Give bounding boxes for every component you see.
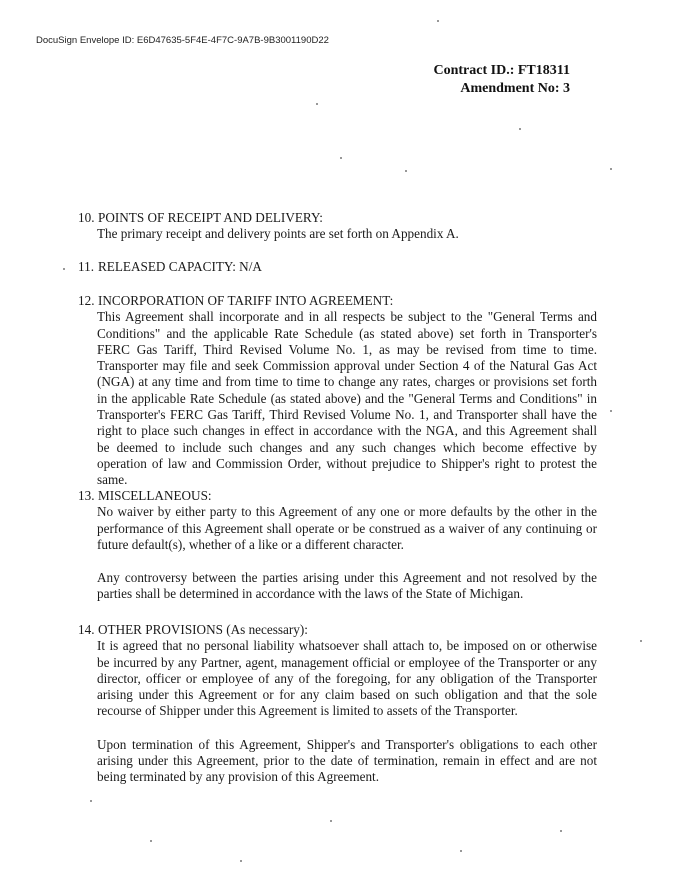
- scan-speck: [316, 103, 318, 105]
- contract-id: Contract ID.: FT18311: [433, 63, 570, 78]
- section-title: INCORPORATION OF TARIFF INTO AGREEMENT:: [98, 293, 394, 308]
- section-11: [78, 259, 598, 275]
- section-title: MISCELLANEOUS:: [98, 488, 212, 503]
- scan-speck: [640, 640, 642, 642]
- text-line: Transporter's FERC Gas Tariff, Third Revised Volume No. 1, and Transporter shall have the: [97, 407, 597, 423]
- text-line: right to place such changes in effect in accordance with the NGA, and this Agreement shall: [97, 423, 597, 439]
- scan-speck: [330, 820, 332, 822]
- text-line: Any controversy between the parties arising under this Agreement and not resolved by the: [97, 570, 597, 586]
- scan-speck: [610, 168, 612, 170]
- section-paragraph: [97, 737, 597, 786]
- section-paragraph: [97, 226, 597, 242]
- scan-speck: [340, 157, 342, 159]
- section-number: 12.: [78, 293, 95, 308]
- scan-speck: [460, 850, 462, 852]
- scan-speck: [240, 860, 242, 862]
- scan-speck: [63, 268, 65, 270]
- text-line: parties shall be determined in accordance with the laws of the State of Michigan.: [97, 586, 524, 602]
- scan-speck: [405, 170, 407, 172]
- text-line: be incurred by any Partner, agent, management official or employee of the Transporter or any: [97, 654, 597, 670]
- text-line: The primary receipt and delivery points are set forth on Appendix A.: [97, 226, 459, 242]
- scan-speck: [610, 410, 612, 412]
- section-number: 11.: [78, 259, 94, 274]
- text-line: future default(s), whether of a like or a different character.: [97, 536, 404, 552]
- scan-speck: [560, 830, 562, 832]
- section-heading: [78, 622, 598, 638]
- section-paragraph: [97, 570, 597, 603]
- section-10: [78, 210, 598, 243]
- text-line: No waiver by either party to this Agreement of any one or more defaults by the other in the: [97, 504, 597, 520]
- amendment-number: Amendment No: 3: [460, 81, 570, 96]
- section-title: RELEASED CAPACITY: N/A: [98, 259, 262, 274]
- section-title: POINTS OF RECEIPT AND DELIVERY:: [98, 210, 323, 225]
- text-line: recourse of Shipper under this Agreement is limited to assets of the Transporter.: [97, 703, 518, 719]
- section-number: 14.: [78, 622, 95, 637]
- scan-speck: [90, 800, 92, 802]
- section-heading: [78, 259, 598, 275]
- text-line: (NGA) at any time and from time to time to change any rates, charges or provisions set forth: [97, 374, 597, 390]
- docusign-envelope-id: DocuSign Envelope ID: E6D47635-5F4E-4F7C-9A7B-9B3001190D22: [36, 35, 329, 46]
- text-line: in the applicable Rate Schedule (as stated above) and the "General Terms and Conditions" in: [97, 390, 597, 406]
- text-line: This Agreement shall incorporate and in all respects be subject to the "General Terms and: [97, 309, 597, 325]
- section-paragraph: [97, 638, 597, 719]
- section-heading: [78, 488, 598, 504]
- text-line: director, officer or employee of any of the foregoing, for any obligation of the Transporter: [97, 670, 597, 686]
- section-heading: [78, 210, 598, 226]
- section-heading: [78, 293, 598, 309]
- text-line: being terminated by any provision of this Agreement.: [97, 769, 380, 785]
- text-line: performance of this Agreement shall operate or be construed as a waiver of any continuing or: [97, 520, 597, 536]
- section-paragraph: [97, 504, 597, 553]
- text-line: It is agreed that no personal liability whatsoever shall attach to, be imposed on or otherwise: [97, 638, 597, 654]
- text-line: Conditions" and the applicable Rate Schedule (as stated above) set forth in Transporter's: [97, 325, 597, 341]
- contract-header: [434, 62, 571, 98]
- section-number: 13.: [78, 488, 95, 503]
- section-13: [78, 488, 598, 603]
- text-line: Upon termination of this Agreement, Shipper's and Transporter's obligations to each other: [97, 736, 597, 752]
- section-12: [78, 293, 598, 489]
- text-line: same.: [97, 472, 128, 488]
- section-title: OTHER PROVISIONS (As necessary):: [98, 622, 308, 637]
- section-number: 10.: [78, 210, 95, 225]
- scan-speck: [150, 840, 152, 842]
- scan-speck: [519, 128, 521, 130]
- section-14: [78, 622, 598, 786]
- text-line: Transporter may file and seek Commission approval under Section 4 of the Natural Gas Act: [97, 358, 597, 374]
- text-line: FERC Gas Tariff, Third Revised Volume No. 1, as may be revised from time to time.: [97, 341, 597, 357]
- scan-speck: [437, 20, 439, 22]
- text-line: operation of law and Commission Order, without prejudice to Shipper's right to protest the: [97, 455, 597, 471]
- section-paragraph: [97, 309, 597, 488]
- text-line: arising under this Agreement or for any claim based on such obligation and that the sole: [97, 687, 597, 703]
- text-line: be deemed to include such changes and any such changes which become effective by: [97, 439, 597, 455]
- text-line: arising under this Agreement, prior to the date of termination, remain in effect and are not: [97, 753, 597, 769]
